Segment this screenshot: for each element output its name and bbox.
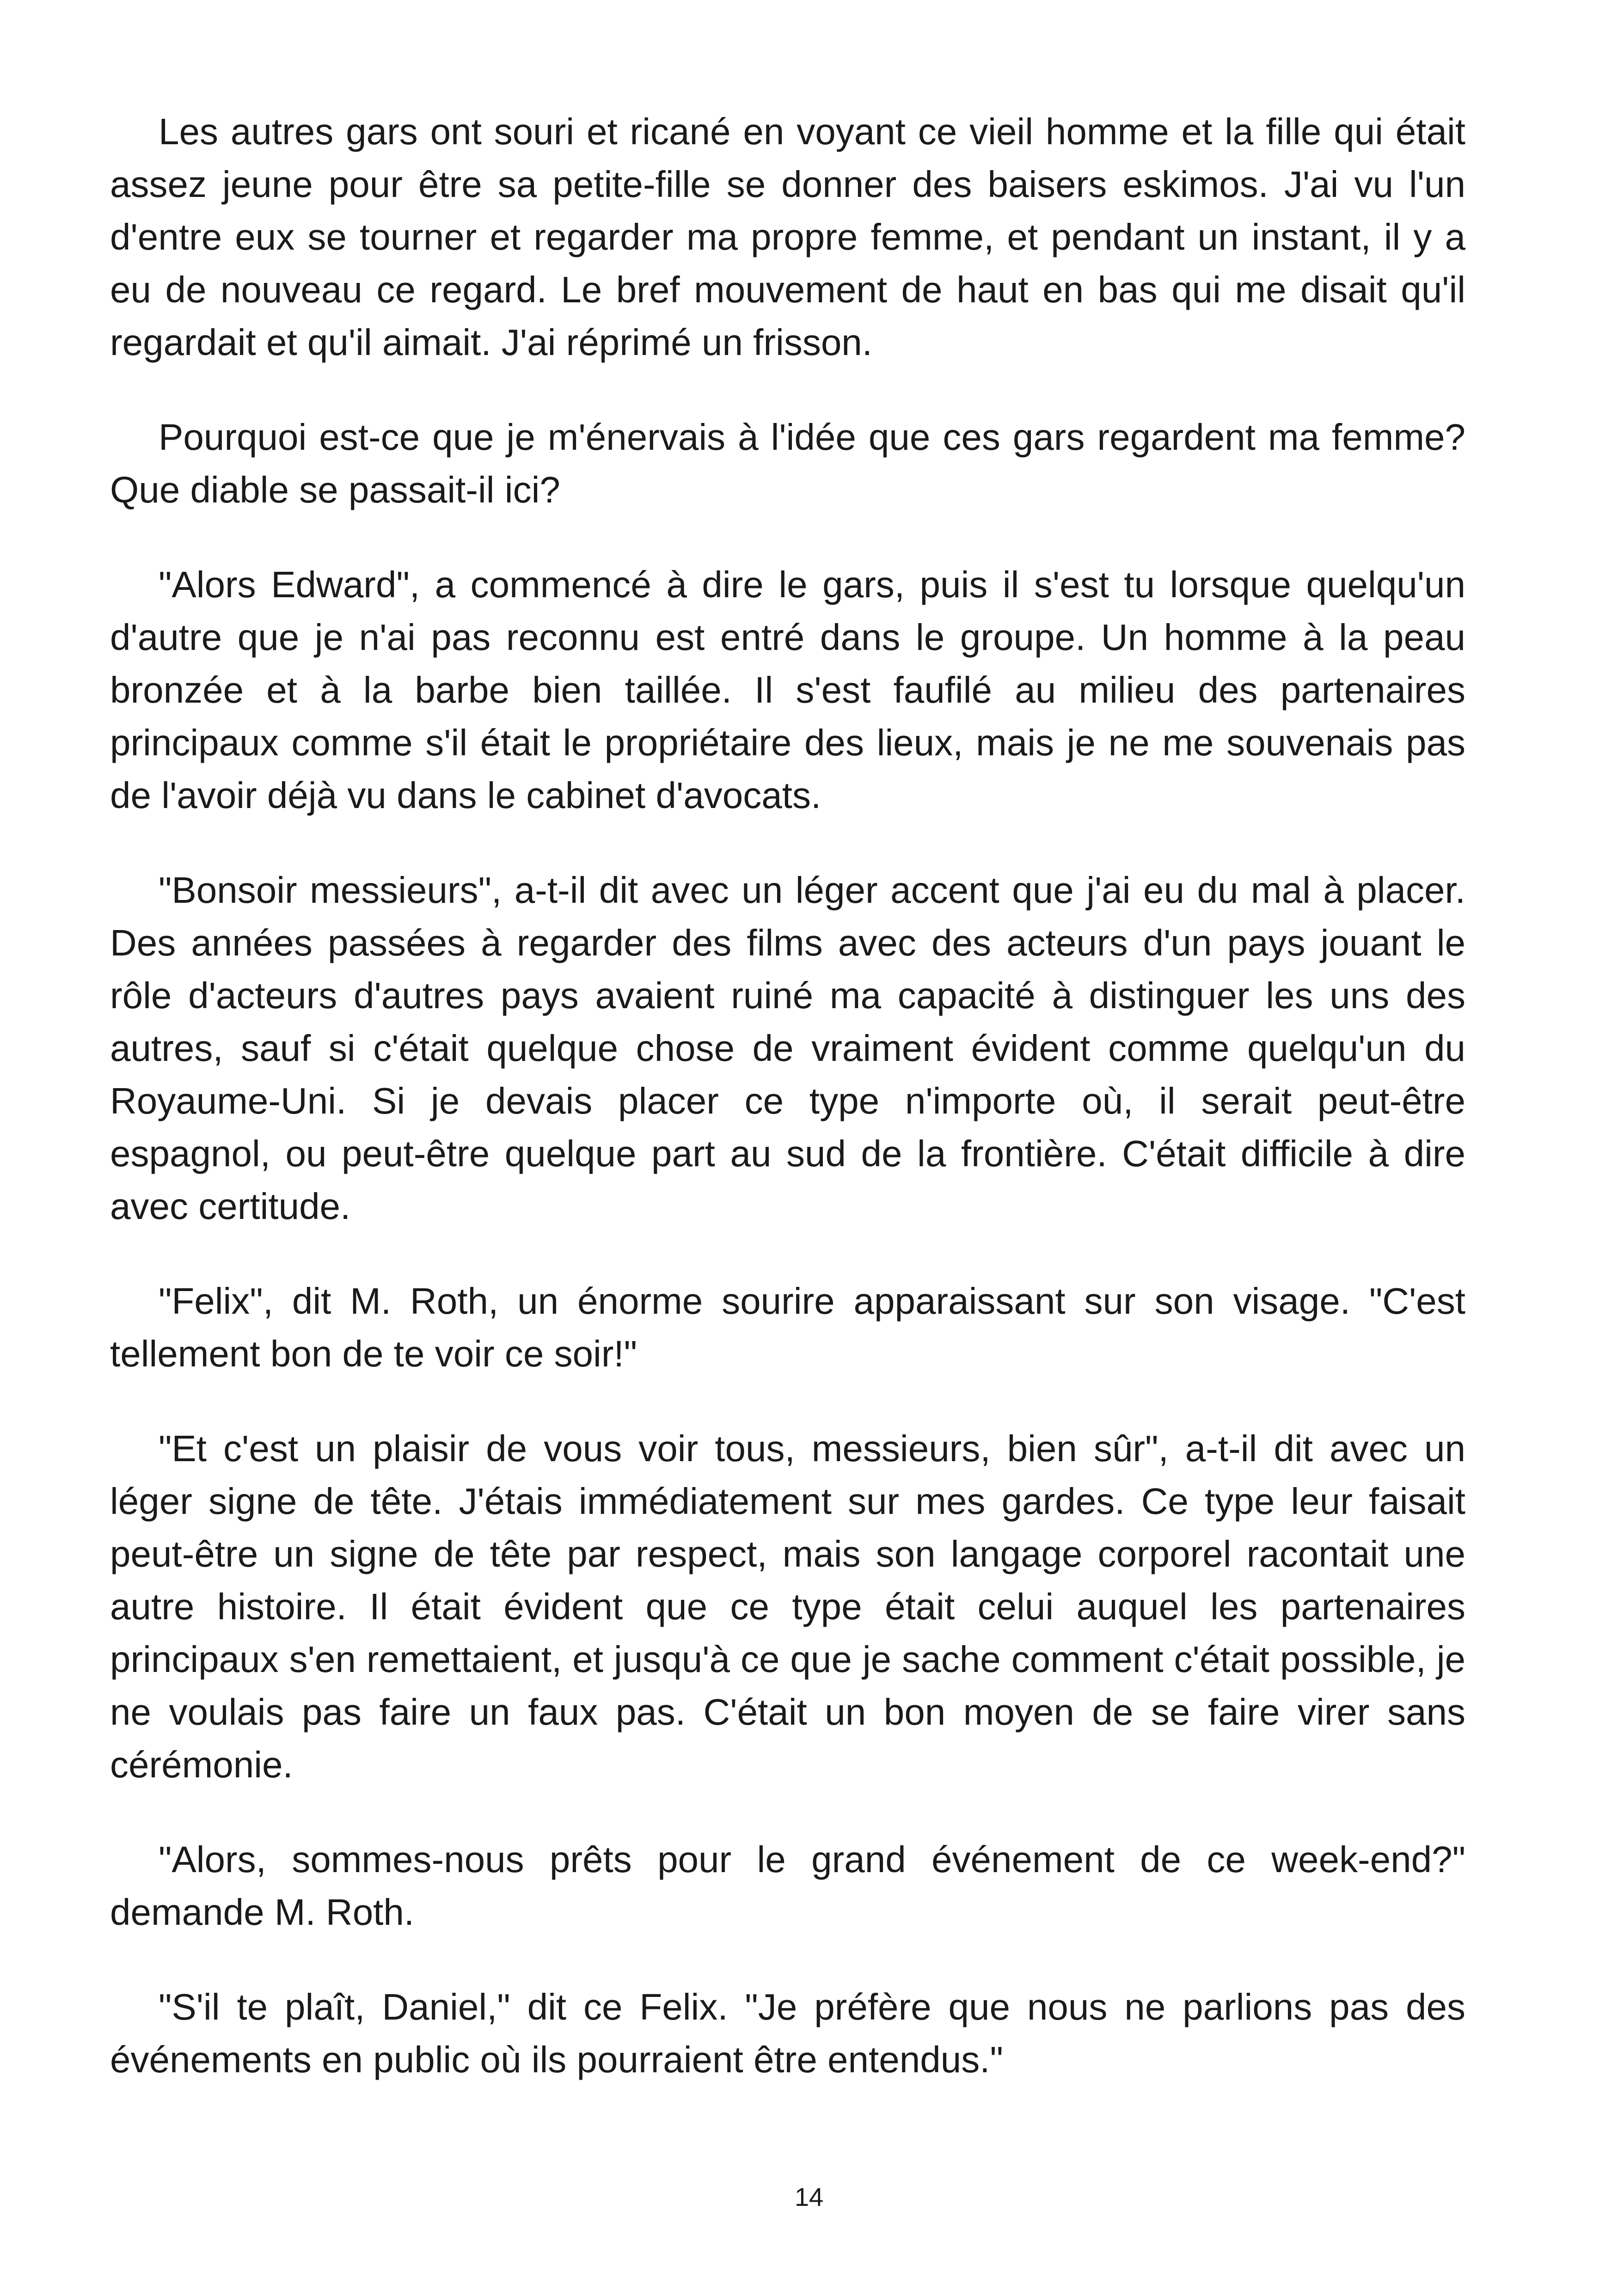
paragraph-6: "Et c'est un plaisir de vous voir tous, messieurs, bien sûr", a-t-il dit avec un léger signe de tête. J'étais immédiatement sur mes gardes. Ce type leur faisait peut-être un signe de tête par respect, mais son langage corporel racontait une autre histoire. Il était évident que ce type était celui auquel les partenaires principaux s'en remettaient, et jusqu'à ce que je sache comment c'était possible, je ne voulais pas faire un faux pas. C'était un bon moyen de se faire virer sans cérémonie. (110, 1428, 1465, 1785)
page-number: 14 (794, 2182, 824, 2211)
paragraph-8: "S'il te plaît, Daniel," dit ce Felix. "Je préfère que nous ne parlions pas des événements en public où ils pourraient être entendus." (110, 1986, 1465, 2080)
paragraph-1: Les autres gars ont souri et ricané en voyant ce vieil homme et la fille qui était assez jeune pour être sa petite-fille se donner des baisers eskimos. J'ai vu l'un d'entre eux se tourner et regarder ma propre femme, et pendant un instant, il y a eu de nouveau ce regard. Le bref mouvement de haut en bas qui me disait qu'il regardait et qu'il aimait. J'ai réprimé un frisson. (110, 111, 1465, 363)
paragraph-4: "Bonsoir messieurs", a-t-il dit avec un léger accent que j'ai eu du mal à placer. Des années passées à regarder des films avec des acteurs d'un pays jouant le rôle d'acteurs d'autres pays avaient ruiné ma capacité à distinguer les uns des autres, sauf si c'était quelque chose de vraiment évident comme quelqu'un du Royaume-Uni. Si je devais placer ce type n'importe où, il serait peut-être espagnol, ou peut-être quelque part au sud de la frontière. C'était difficile à dire avec certitude. (110, 869, 1465, 1227)
paragraph-3: "Alors Edward", a commencé à dire le gars, puis il s'est tu lorsque quelqu'un d'autre que je n'ai pas reconnu est entré dans le groupe. Un homme à la peau bronzée et à la barbe bien taillée. Il s'est faufilé au milieu des partenaires principaux comme s'il était le propriétaire des lieux, mais je ne me souvenais pas de l'avoir déjà vu dans le cabinet d'avocats. (110, 564, 1465, 816)
paragraph-2: Pourquoi est-ce que je m'énervais à l'idée que ces gars regardent ma femme? Que diable se passait-il ici? (110, 416, 1465, 510)
body-text (110, 105, 1465, 2128)
paragraph-5: "Felix", dit M. Roth, un énorme sourire apparaissant sur son visage. "C'est tellement bon de te voir ce soir!" (110, 1280, 1465, 1374)
paragraph-7: "Alors, sommes-nous prêts pour le grand événement de ce week-end?" demande M. Roth. (110, 1839, 1465, 1933)
